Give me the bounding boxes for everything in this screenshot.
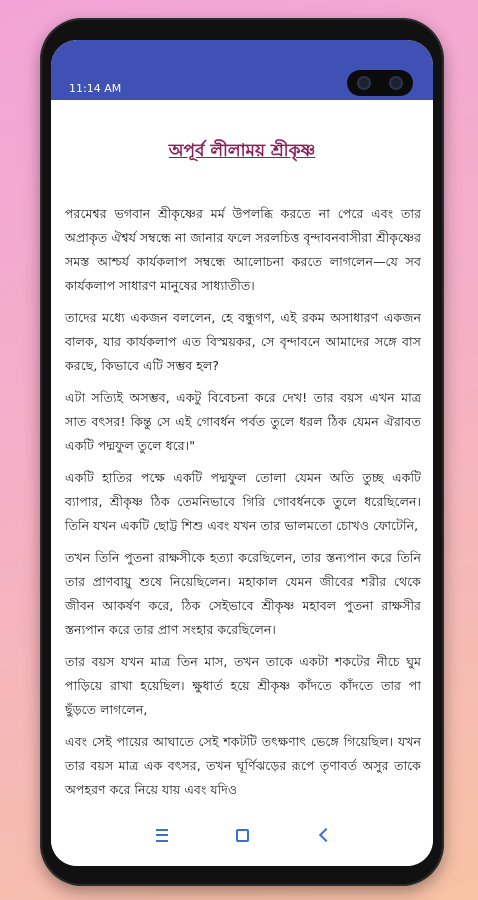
nav-menu-button[interactable] xyxy=(147,820,177,850)
article-paragraph: এবং সেই পায়ের আঘাতে সেই শকটটি তৎক্ষণাৎ ভেঙ্গে গিয়েছিল। যখন তার বয়স মাত্র এক বৎসর, তখন ঘূর্ণিঝড়ের রূপে তৃণাবর্ত অসুর তাকে অপহরণ করে নিয়ে যায় এবং যদিও xyxy=(65,734,421,797)
article-content[interactable] xyxy=(51,100,433,800)
article-paragraph: পরমেশ্বর ভগবান শ্রীকৃষ্ণের মর্ম উপলব্ধি করতে না পেরে এবং তার অপ্রাকৃত ঐশ্বর্য সম্বন্ধে না জানার ফলে সরলচিত্ত বৃন্দাবনবাসীরা শ্রীকৃষ্ণের সমস্ত আশ্চর্য কার্যকলাপ সম্বন্ধে আলোচনা করতে লাগলেন—যে সব কার্যকলাপ সাধারণ মানুষের সাধ্যাতীত। xyxy=(65,206,421,293)
nav-home-button[interactable] xyxy=(227,820,257,850)
camera-lens-icon xyxy=(389,76,403,90)
article-paragraph: এটা সত্যিই অসম্ভব, একটু বিবেচনা করে দেখ! তার বয়স এখন মাত্র সাত বৎসর! কিন্তু সে এই গোবর্ধন পর্বত তুলে ধরল ঠিক যেমন ঐরাবত একটি পদ্মফুল তুলে ধরে।" xyxy=(65,390,421,453)
phone-frame xyxy=(40,18,444,886)
status-time: 11:14 AM xyxy=(69,82,122,95)
status-bar xyxy=(51,40,433,100)
article-paragraph: তাদের মধ্যে একজন বললেন, হে বন্ধুগণ, এই রকম অসাধারণ একজন বালক, যার কার্যকলাপ এত বিস্ময়কর, সে বৃন্দাবনে আমাদের সঙ্গে বাস করছে, কিভাবে এটি সম্ভব হল? xyxy=(65,310,421,373)
article-paragraph: তখন তিনি পুতনা রাক্ষসীকে হত্যা করেছিলেন, তার স্তন্যপান করে তিনি তার প্রাণবায়ু শুষে নিয়েছিলেন। মহাকাল যেমন জীবের শরীর থেকে জীবন আকর্ষণ করে, ঠিক সেইভাবে শ্রীকৃষ্ণ মহাবল পুতনা রাক্ষসীর স্তন্যপান করে তার প্রাণ সংহার করেছিলেন। xyxy=(65,550,421,637)
navigation-bar xyxy=(51,808,433,866)
back-icon xyxy=(319,828,333,842)
article-paragraph: তার বয়স যখন মাত্র তিন মাস, তখন তাকে একটা শকটের নীচে ঘুম পাড়িয়ে রাখা হয়েছিল। ক্ষুধার্ত হয়ে শ্রীকৃষ্ণ কাঁদতে কাঁদতে তার পা ছুঁড়তে লাগলেন, xyxy=(65,654,421,717)
camera-icon xyxy=(347,70,413,96)
screen xyxy=(51,40,433,866)
home-icon xyxy=(236,829,249,842)
article-paragraph: একটি হাতির পক্ষে একটি পদ্মফুল তোলা যেমন অতি তুচ্ছ একটি ব্যাপার, শ্রীকৃষ্ণ ঠিক তেমনিভাবে গিরি গোবর্ধনকে তুলে ধরেছিলেন। তিনি যখন একটি ছোট্ট শিশু এবং যখন তার ভালমতো চোখও ফোটেনি, xyxy=(65,470,421,533)
article-body xyxy=(65,202,421,800)
page-title: অপূর্ব লীলাময় শ্রীকৃষ্ণ xyxy=(168,141,316,161)
nav-back-button[interactable] xyxy=(309,820,339,850)
menu-icon xyxy=(156,829,168,842)
camera-lens-icon xyxy=(357,76,371,90)
